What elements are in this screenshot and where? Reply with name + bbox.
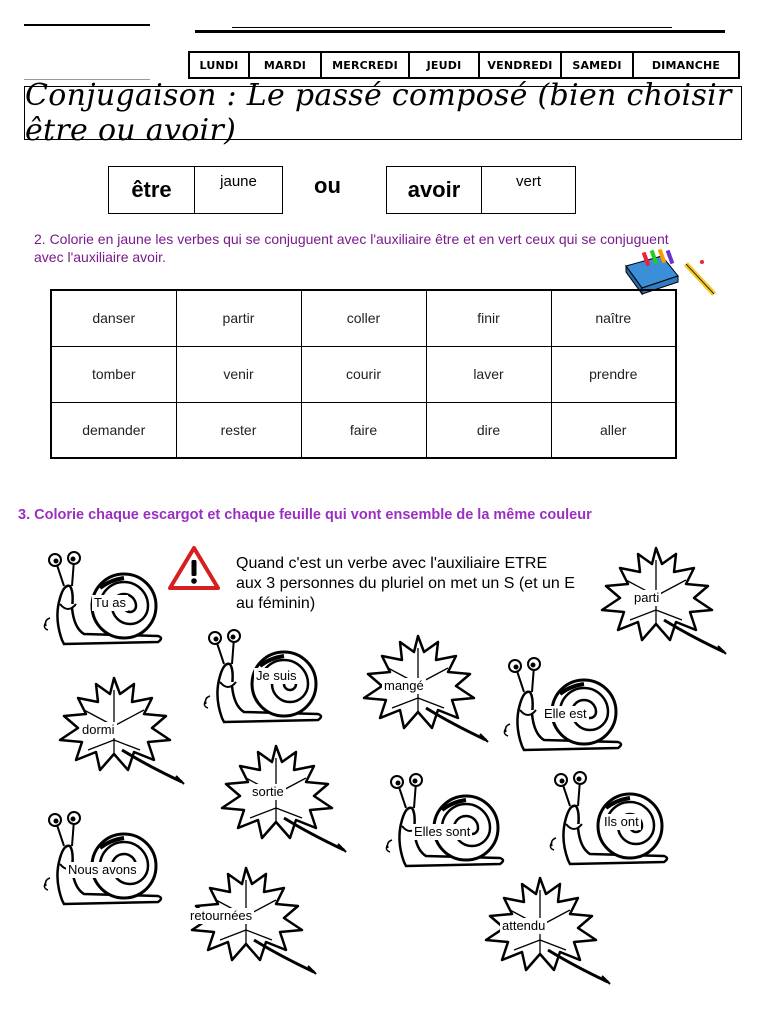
verb-cell[interactable]: prendre [551,346,676,402]
instruction-2: 2. Colorie en jaune les verbes qui se conjuguent avec l'auxiliaire être et en vert ceux qui se conjuguent avec l'auxiliaire avoir. [34,231,669,265]
page-title: Conjugaison : Le passé composé (bien choisir être ou avoir) [25,78,732,148]
leaf-attendu[interactable] [470,870,620,990]
snail-label: Elle est [544,706,587,721]
leaf-label: sortie [252,784,284,799]
snail-ils-ont[interactable] [546,768,676,868]
snail-label: Elles sont [414,824,471,839]
leaf-parti[interactable] [586,540,736,660]
weekday-row [188,51,740,79]
table-row [51,290,676,346]
verb-cell[interactable]: danser [51,290,176,346]
warning-text: Quand c'est un verbe avec l'auxiliaire ETRE aux 3 personnes du pluriel on met un S (et un E au féminin) [236,555,575,612]
day-vendredi[interactable]: VENDREDI [478,53,560,77]
warning-icon [168,546,220,590]
verb-cell[interactable]: venir [176,346,301,402]
date-line-small [232,27,672,28]
title-box [24,78,742,148]
verb-cell[interactable]: aller [551,402,676,458]
leaf-label: mangé [384,678,424,693]
verb-cell[interactable]: courir [301,346,426,402]
verb-table [50,289,677,459]
snail-label: Tu as [94,595,127,610]
etre-color-cell[interactable]: jaune [220,173,257,190]
verb-cell[interactable]: demander [51,402,176,458]
snail-label: Je suis [256,668,297,683]
day-samedi[interactable]: SAMEDI [560,53,632,77]
day-jeudi[interactable]: JEUDI [408,53,478,77]
verb-cell[interactable]: partir [176,290,301,346]
table-row [51,346,676,402]
verb-cell[interactable]: coller [301,290,426,346]
verb-cell[interactable]: laver [426,346,551,402]
day-mercredi[interactable]: MERCREDI [320,53,408,77]
date-line [195,30,725,33]
snail-je-suis[interactable] [200,626,330,726]
snail-tu-as[interactable] [40,548,170,648]
leaf-sortie[interactable] [206,738,356,858]
leaf-label: parti [634,590,660,605]
verb-cell[interactable]: naître [551,290,676,346]
leaf-dormi[interactable] [44,670,194,790]
snail-icon [500,654,630,754]
day-dimanche[interactable]: DIMANCHE [632,53,738,77]
leaf-retournees[interactable] [176,860,326,980]
snail-icon [382,770,512,870]
verb-cell[interactable]: dire [426,402,551,458]
verb-cell[interactable]: tomber [51,346,176,402]
leaf-label: dormi [82,722,115,737]
day-lundi[interactable]: LUNDI [199,58,239,72]
snail-nous-avons[interactable] [40,808,170,908]
snail-icon [40,808,170,908]
avoir-box [386,166,576,214]
leaf-mange[interactable] [348,628,498,748]
verb-cell[interactable]: finir [426,290,551,346]
leaf-icon [44,670,194,790]
etre-box [108,166,283,214]
verb-cell[interactable]: faire [301,402,426,458]
day-mardi[interactable]: MARDI [248,53,320,77]
instruction-3: 3. Colorie chaque escargot et chaque feuille qui vont ensemble de la même couleur [18,507,592,523]
ou-label: ou [314,173,341,198]
snail-elles-sont[interactable] [382,770,512,870]
avoir-color-cell[interactable]: vert [515,173,541,190]
etre-label: être [109,167,195,213]
snail-elle-est[interactable] [500,654,630,754]
verb-cell[interactable]: rester [176,402,301,458]
snail-label: Ils ont [604,814,639,829]
table-row [51,402,676,458]
name-line [24,24,150,26]
snail-label: Nous avons [68,862,137,877]
leaf-label: attendu [502,918,546,933]
avoir-label: avoir [387,167,482,213]
leaf-label: retournées [190,908,253,923]
